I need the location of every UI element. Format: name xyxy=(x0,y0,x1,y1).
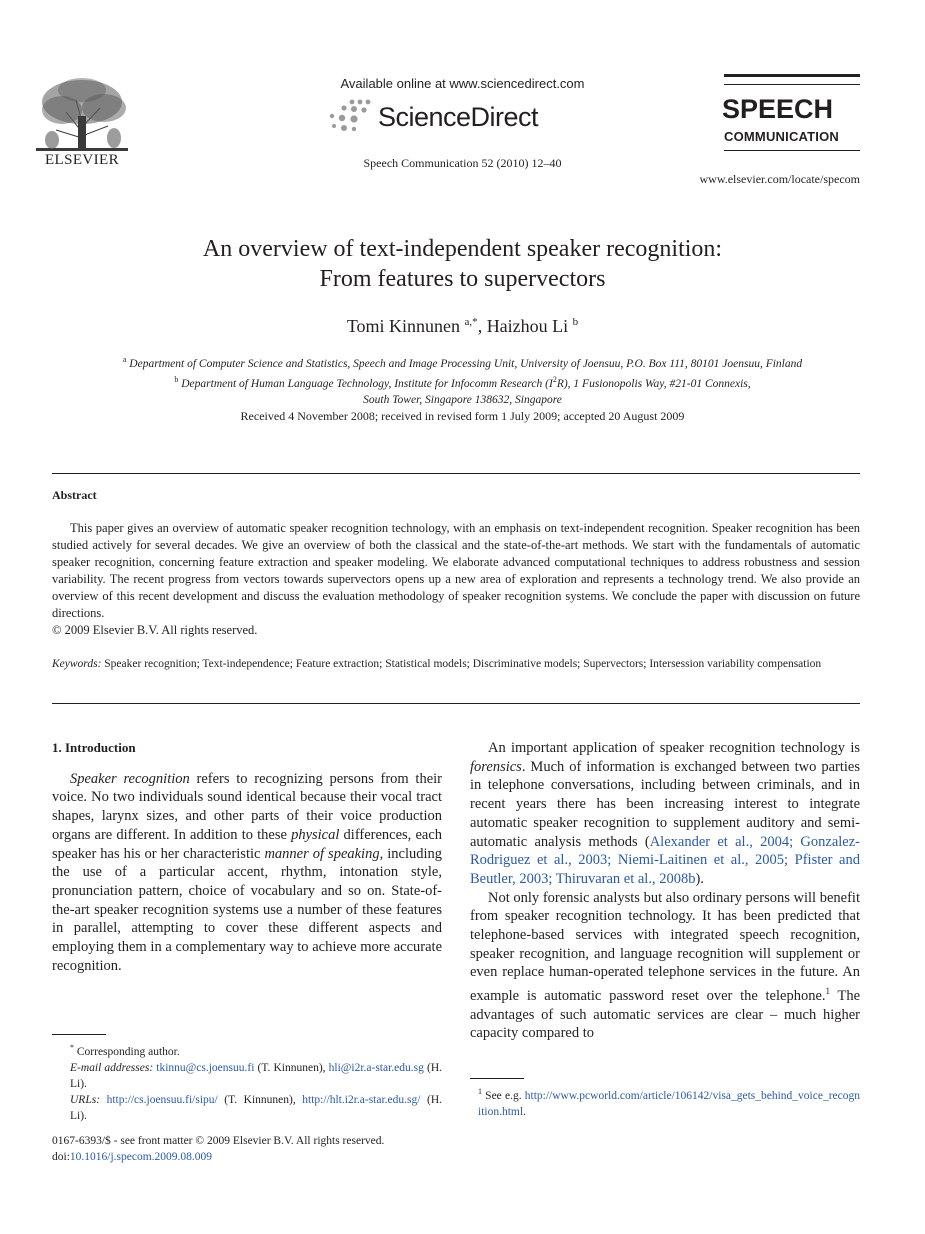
text: . xyxy=(523,1105,526,1118)
label: E-mail addresses: xyxy=(70,1061,154,1074)
text: ). xyxy=(695,870,704,887)
emphasis: manner of speaking xyxy=(264,845,380,862)
issn-line: 0167-6393/$ - see front matter © 2009 Elsevier B.V. All rights reserved. xyxy=(52,1135,385,1147)
citation-link[interactable]: Alexander et al., 2004; Gonzalez-Rodriguez et al., 2003; Niemi-Laitinen et al., 2005; Pfister and Beutler, 2003; Thiruvaran et al., 2008b xyxy=(470,833,860,887)
publisher-name: ELSEVIER xyxy=(44,152,120,168)
email-link[interactable]: hli@i2r.a-star.edu.sg xyxy=(328,1061,424,1074)
author-affiliation-marker: b xyxy=(572,316,579,328)
footnote-marker: * xyxy=(70,1043,74,1052)
journal-rule-top xyxy=(724,74,860,77)
url-link[interactable]: http://hlt.i2r.a-star.edu.sg/ xyxy=(302,1093,421,1106)
affiliation-superscript: 2 xyxy=(552,374,557,384)
affiliation-text: Department of Computer Science and Statistics, Speech and Image Processing Unit, University of Joensuu, P.O. Box 111, 80101 Joensuu, Finland xyxy=(129,357,803,370)
journal-rule-bottom xyxy=(724,150,860,151)
paper-title-line1: An overview of text-independent speaker recognition: xyxy=(202,236,723,262)
email-link[interactable]: tkinnu@cs.joensuu.fi xyxy=(156,1061,255,1074)
keywords-list: Speaker recognition; Text-independence; Feature extraction; Statistical models; Discriminative models; Supervectors; Intersession variability compensation xyxy=(104,658,822,670)
author-name: Tomi Kinnunen xyxy=(346,316,461,336)
text: refers to recognizing persons from their voice. No two individuals sound identical because their vocal tract shapes, larynx sizes, and other parts of their voice production organs are different. In addition to these xyxy=(52,770,443,843)
issn-doi xyxy=(52,1133,384,1165)
paper-title xyxy=(0,234,925,294)
footnote-marker: 1 xyxy=(478,1087,482,1096)
url-link[interactable]: http://cs.joensuu.fi/sipu/ xyxy=(106,1093,218,1106)
journal-title: SPEECH xyxy=(722,94,834,124)
emphasis: forensics xyxy=(470,758,522,775)
abstract-body xyxy=(52,520,860,639)
text: , including the use of a particular accent, rhythm, intonation style, pronunciation pattern, choice of vocabulary and so on. State-of-the-art speaker recognition systems use a number of these features in parallel, attempting to cover these different aspects and employing them in a complementary way to achieve more accurate recognition. xyxy=(52,845,442,974)
paper-title-line2: From features to supervectors xyxy=(319,266,606,292)
journal-reference: Speech Communication 52 (2010) 12–40 xyxy=(363,156,562,170)
corresponding-footnote xyxy=(52,1040,442,1124)
sciencedirect-logo xyxy=(322,96,562,140)
footnote-1 xyxy=(470,1084,860,1120)
journal-url: www.elsevier.com/locate/specom xyxy=(699,172,860,186)
affiliation-b-cont: South Tower, Singapore 138632, Singapore xyxy=(363,393,562,406)
text: (H. Li). xyxy=(70,1061,443,1090)
affiliation-marker: a xyxy=(122,355,127,364)
right-column xyxy=(470,739,860,1043)
sciencedirect-wordmark: ScienceDirect xyxy=(378,102,539,132)
abstract-rule-bottom xyxy=(52,703,860,704)
doi-link[interactable]: 10.1016/j.specom.2009.08.009 xyxy=(69,1151,213,1163)
text: (T. Kinnunen), xyxy=(254,1061,329,1074)
affiliation-a xyxy=(0,352,925,372)
text: (T. Kinnunen), xyxy=(217,1093,303,1106)
abstract-text: This paper gives an overview of automatic speaker recognition technology, with an emphasis on text-independent recognition. Speaker recognition has been studied actively for several decades. We give an overview of both the classical and the state-of-the-art methods. We start with the fundamentals of automatic speaker recognition, concerning feature extraction and speaker modeling. We elaborate advanced computational techniques to address robustness and session variability. The recent progress from vectors towards supervectors opens up a new area of exploration and represents a technology trend. We also provide an overview of this recent development and discuss the evaluation methodology of speaker recognition systems. We conclude the paper with discussion on future directions. xyxy=(52,521,860,620)
intro-paragraph-2 xyxy=(470,739,860,889)
available-online-text: Available online at www.sciencedirect.com xyxy=(340,76,585,91)
received-dates: Received 4 November 2008; received in revised form 1 July 2009; accepted 20 August 2009 xyxy=(240,409,685,423)
journal-rule-thin xyxy=(724,84,860,85)
affiliation-marker: b xyxy=(174,374,179,384)
author-list xyxy=(0,316,925,337)
intro-paragraph-1 xyxy=(52,770,442,976)
text: An important application of speaker recognition technology is xyxy=(488,740,860,756)
section-heading: 1. Introduction xyxy=(52,740,136,755)
affiliations xyxy=(0,352,925,408)
url-link[interactable]: http://www.pcworld.com/article/106142/visa_gets_behind_voice_recognition.html xyxy=(478,1089,860,1118)
sciencedirect-dots-icon xyxy=(322,96,376,136)
affiliation-text: R), 1 Fusionopolis Way, #21-01 Connexis, xyxy=(556,377,751,390)
abstract-copyright: © 2009 Elsevier B.V. All rights reserved. xyxy=(52,623,258,637)
label: doi: xyxy=(52,1151,70,1163)
label: URLs: xyxy=(70,1093,101,1106)
keywords-label: Keywords: xyxy=(52,658,102,670)
text: Not only forensic analysts but also ordinary persons will benefit from speaker recognition technology. It has been predicted that telephone-based services with integrated speech recognition, speaker recognition, and language recognition will supplement or even replace human-operated telephone services in the future. An example is automatic password reset over the telephone. xyxy=(470,889,860,1004)
journal-subtitle: COMMUNICATION xyxy=(724,129,840,144)
affiliation-text: Department of Human Language Technology, Institute for Infocomm Research (I xyxy=(181,377,553,390)
affiliation-b xyxy=(0,372,925,392)
abstract-heading: Abstract xyxy=(52,488,97,502)
intro-paragraph-3 xyxy=(470,889,860,1043)
text: Corresponding author. xyxy=(74,1045,180,1058)
emphasis: Speaker recognition xyxy=(70,770,190,787)
text: . Much of information is exchanged between two parties in telephone conversations, including between criminals, and in recent years there has been increasing interest to integrate automatic speaker recognition to supplement auditory and semi-automatic analysis methods ( xyxy=(470,758,860,850)
emphasis: physical xyxy=(291,826,340,843)
text: See e.g. xyxy=(482,1089,525,1102)
abstract-rule-top xyxy=(52,473,860,474)
left-column xyxy=(52,739,442,975)
author-name: , Haizhou Li xyxy=(477,316,569,336)
text: The advantages of such automatic services are clear – much higher capacity compared to xyxy=(470,987,861,1042)
footnote-rule xyxy=(52,1034,106,1035)
author-affiliation-marker: a,* xyxy=(464,316,478,328)
keywords xyxy=(52,656,860,672)
text: (H. Li). xyxy=(70,1093,442,1122)
footnote-rule xyxy=(470,1078,524,1079)
text: differences, each speaker has his or her characteristic xyxy=(52,826,442,862)
footnote-marker[interactable]: 1 xyxy=(825,986,831,997)
